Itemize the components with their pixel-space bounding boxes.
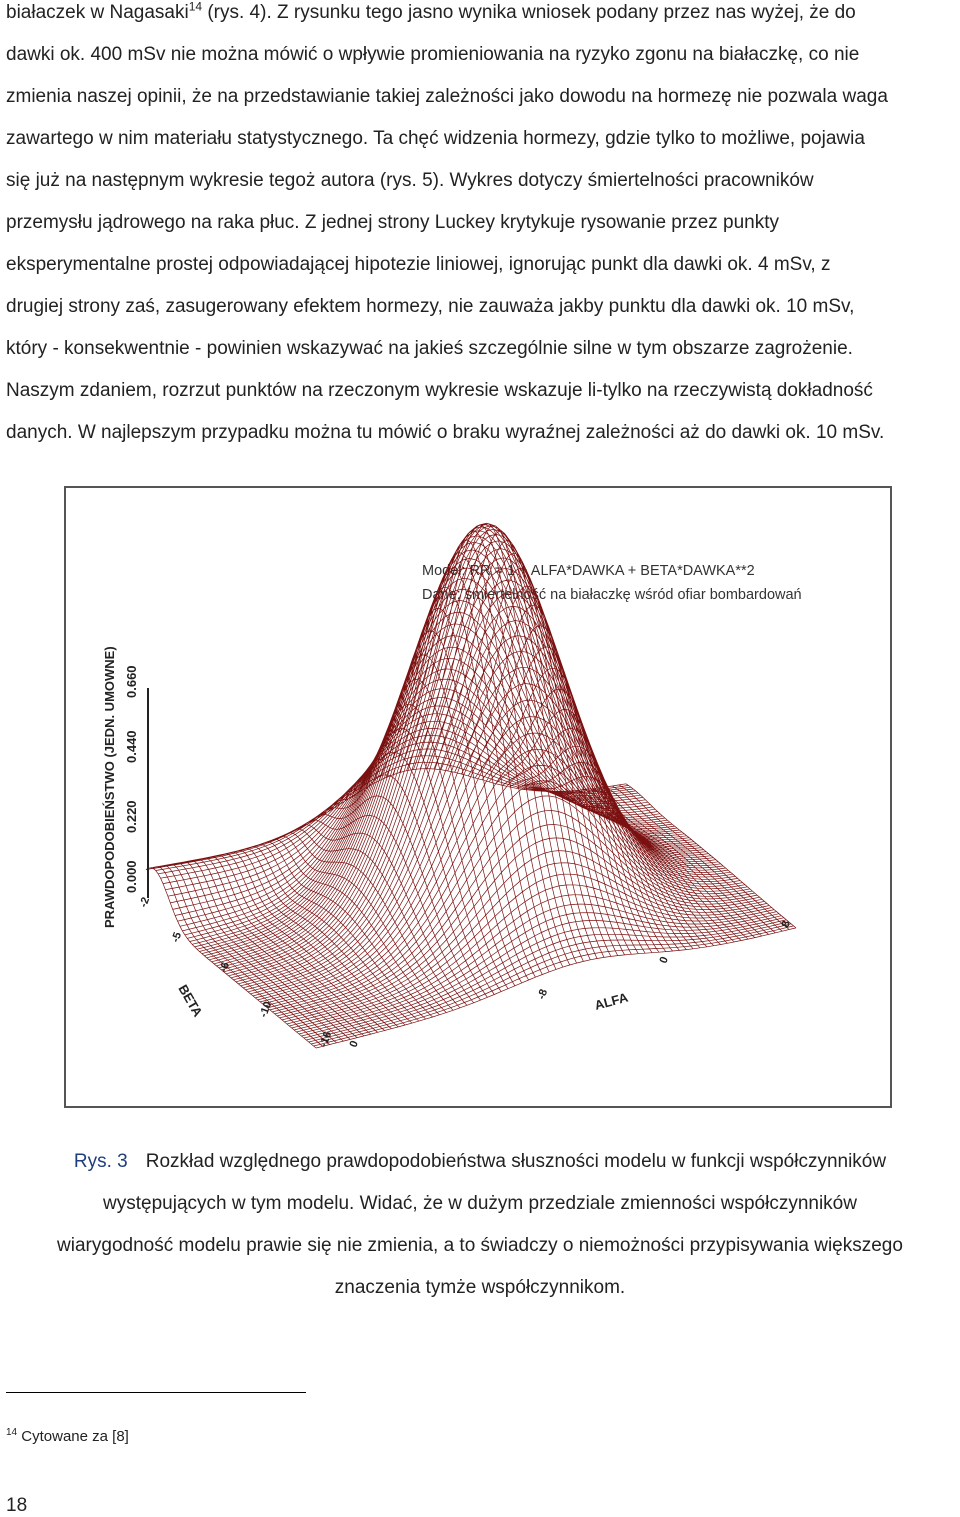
body-line-1 <box>6 0 956 34</box>
caption-line-1 <box>0 1141 960 1183</box>
beta-tick-label: -6 <box>217 960 233 975</box>
plot-axes <box>102 646 793 1049</box>
body-line: który - konsekwentnie - powinien wskazywać na jakieś szczególnie silne w tym obszarze zagrożenie. <box>6 338 853 359</box>
body-line: przemysłu jądrowego na raka płuc. Z jednej strony Luckey krytykuje rysowanie przez punkty <box>6 212 780 233</box>
page-number: 18 <box>6 1495 28 1516</box>
beta-tick-label: -5 <box>169 930 185 945</box>
beta-tick-label: -2 <box>137 895 153 910</box>
body-line: danych. W najlepszym przypadku można tu mówić o braku wyraźnej zależności aż do dawki ok. 10 mSv. <box>6 422 885 443</box>
body-line: drugiej strony zaś, zasugerowany efektem hormezy, nie zauważa jakby punktu dla dawki ok. 10 mSv, <box>6 296 855 317</box>
alfa-tick-label: 0 <box>657 955 671 966</box>
caption-line: występujących w tym modelu. Widać, że w dużym przedziale zmienności współczynników <box>103 1193 857 1214</box>
body-line: Naszym zdaniem, rozrzut punktów na rzeczonym wykresie wskazuje li-tylko na rzeczywistą dokładność <box>6 380 873 401</box>
figure-caption <box>0 1141 960 1309</box>
body-paragraph <box>6 0 956 454</box>
alfa-tick-label: 8 <box>779 919 793 930</box>
body-line: zawartego w nim materiału statystycznego. Ta chęć widzenia hormezy, gdzie tylko to możliwe, pojawia <box>6 128 865 149</box>
z-axis-label: PRAWDOPODOBIEŃSTWO (JEDN. UMOWNE) <box>102 646 117 928</box>
beta-tick-label: -16 <box>317 1029 335 1050</box>
footnote-number: 14 <box>6 1427 18 1438</box>
alfa-axis-label: ALFA <box>592 989 630 1013</box>
z-tick-label: 0.000 <box>124 860 139 893</box>
footnote-divider <box>6 1392 306 1393</box>
beta-axis-label: BETA <box>175 982 206 1020</box>
caption-line: znaczenia tymże współczynnikom. <box>334 1277 626 1298</box>
z-tick-label: 0.660 <box>124 665 139 698</box>
body-line: dawki ok. 400 mSv nie można mówić o wpływie promieniowania na ryzyko zgonu na białaczkę, co nie <box>6 44 860 65</box>
z-tick-label: 0.220 <box>124 800 139 833</box>
alfa-tick-label: -8 <box>535 987 551 1002</box>
body-line: zmienia naszej opinii, że na przedstawianie takiej zależności jako dowodu na hormezę nie pozwala waga <box>6 86 888 107</box>
beta-tick-label: 0 <box>347 1039 361 1050</box>
body-line-1-tail: (rys. 4). Z rysunku tego jasno wynika wniosek podany przez nas wyżej, że do <box>202 2 856 23</box>
body-line-1-text: białaczek w Nagasaki <box>6 2 189 23</box>
caption-label: Rys. 3 <box>73 1151 128 1172</box>
model-formula: Model: RR = 1 + ALFA*DAWKA + BETA*DAWKA**2 <box>422 563 755 579</box>
footnote-text: Cytowane za [8] <box>17 1428 129 1445</box>
body-line: się już na następnym wykresie tegoż autora (rys. 5). Wykres dotyczy śmiertelności pracowników <box>6 170 814 191</box>
caption-line: wiarygodność modelu prawie się nie zmienia, a to świadczy o niemożności przypisywania większego <box>57 1235 903 1256</box>
z-tick-label: 0.440 <box>124 730 139 763</box>
data-source: Dane: śmiertelność na białaczkę wśród ofiar bombardowań <box>422 587 802 603</box>
figure-3 <box>64 486 892 1108</box>
beta-tick-label: -10 <box>257 999 275 1020</box>
surface-plot <box>66 488 890 1106</box>
footnote <box>6 1428 129 1445</box>
body-line: eksperymentalne prostej odpowiadającej hipotezie liniowej, ignorując punkt dla dawki ok. 4 mSv, z <box>6 254 831 275</box>
footnote-ref[interactable]: 14 <box>188 0 203 14</box>
caption-text: Rozkład względnego prawdopodobieństwa słuszności modelu w funkcji współczynników <box>145 1151 887 1172</box>
